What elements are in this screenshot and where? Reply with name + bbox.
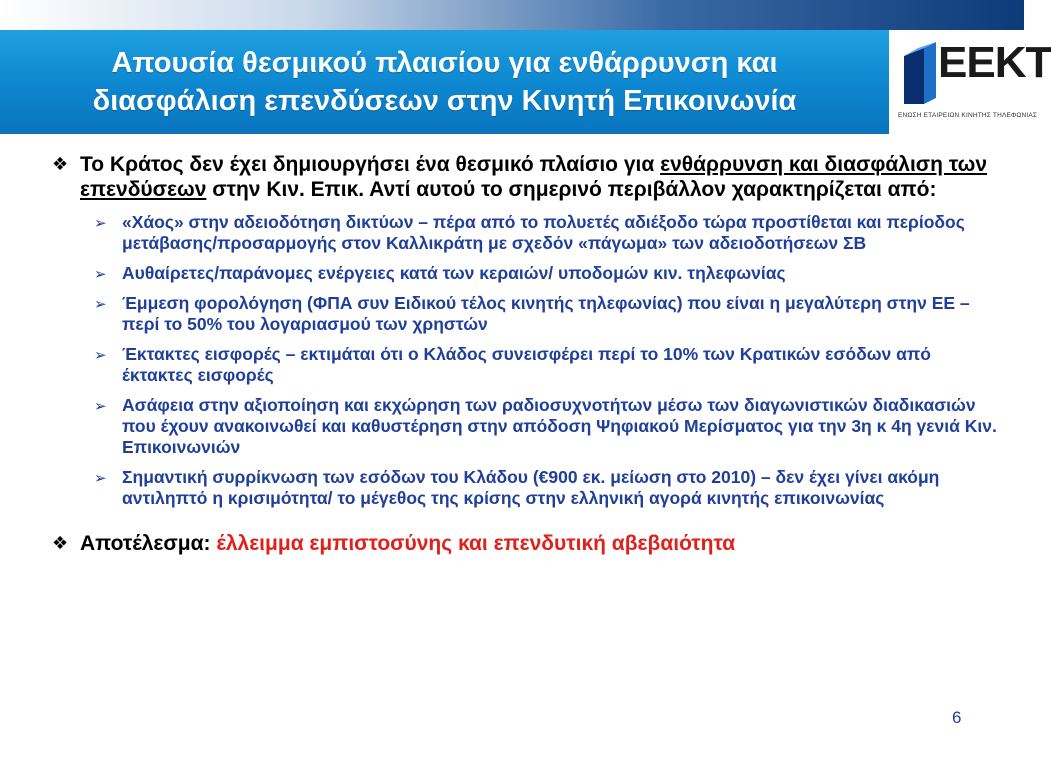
slide-title: Απουσία θεσμικού πλαισίου για ενθάρρυνση και διασφάλιση επενδύσεων στην Κινητή Επικοινωνία (92, 47, 797, 117)
top-gradient-band (0, 0, 1024, 30)
list-item (94, 263, 1002, 284)
list-item-text: Αυθαίρετες/παράνομες ενέργειες κατά των κεραιών/ υποδομών κιν. τηλεφωνίας (122, 263, 786, 283)
bullet1-intro: Το Κράτος δεν έχει δημιουργήσει ένα θεσμικό πλαίσιο για (80, 153, 661, 176)
diamond-bullet-icon: ❖ (52, 154, 69, 174)
arrow-bullet-icon: ➢ (94, 266, 107, 283)
logo-mark-icon (900, 38, 940, 108)
list-item (94, 293, 1002, 335)
result-highlight: έλλειμμα εμπιστοσύνης και επενδυτική αβεβαιότητα (216, 532, 736, 555)
diamond-bullet-icon: ❖ (52, 533, 69, 553)
list-item-text: «Χάος» στην αδειοδότηση δικτύων – πέρα από το πολυετές αδιέξοδο τώρα προστίθεται και περίοδος μετάβασης/προσαρμογής στον Καλλικράτη με σχεδόν «πάγωμα» των αδειοδοτήσεων ΣΒ (122, 212, 965, 253)
list-item (94, 467, 1002, 509)
list-item (94, 344, 1002, 386)
logo-text: ΕΕΚΤ (938, 38, 1051, 87)
list-item-text: Έμμεση φορολόγηση (ΦΠΑ συν Ειδικού τέλος κινητής τηλεφωνίας) που είναι η μεγαλύτερη στην ΕΕ – περί το 50% του λογαριασμού των χρηστών (122, 293, 970, 334)
bullet1-rest: στην Κιν. Επικ. Αντί αυτού το σημερινό περιβάλλον χαρακτηρίζεται από: (206, 178, 937, 201)
arrow-bullet-icon: ➢ (94, 215, 107, 232)
bullet-result (52, 531, 1002, 556)
list-item (94, 212, 1002, 254)
arrow-bullet-icon: ➢ (94, 398, 107, 415)
list-item-text: Ασάφεια στην αξιοποίηση και εκχώρηση των ραδιοσυχνοτήτων μέσω των διαγωνιστικών διαδικασιών που έχουν ανακοινωθεί και καθυστέρηση στην απόδοση Ψηφιακού Μερίσματος για την 3η κ 4η γενιά Κιν. Επικοινωνιών (122, 395, 997, 457)
company-logo (892, 30, 1051, 134)
title-band (0, 30, 892, 134)
list-item-text: Έκτακτες εισφορές – εκτιμάται ότι ο Κλάδος συνεισφέρει περί το 10% των Κρατικών εσόδων από έκτακτες εισφορές (122, 344, 931, 385)
bullet-state-framework (52, 152, 1002, 202)
bullet1-underlined: ενθάρρυνση και διασφάλιση των επενδύσεων (80, 153, 988, 201)
list-item-text: Σημαντική συρρίκνωση των εσόδων του Κλάδου (€900 εκ. μείωση στο 2010) – δεν έχει γίνει ακόμη αντιληπτό η κρισιμότητα/ το μέγεθος της κρίσης στην ελληνική αγορά κινητής επικοινωνίας (122, 467, 940, 508)
result-label: Αποτέλεσμα: (80, 532, 217, 555)
sub-bullet-list (94, 212, 1002, 509)
slide-content (52, 152, 1002, 556)
page-number: 6 (952, 708, 962, 727)
logo-caption: ΕΝΩΣΗ ΕΤΑΙΡΕΙΩΝ ΚΙΝΗΤΗΣ ΤΗΛΕΦΩΝΙΑΣ (898, 112, 1038, 119)
arrow-bullet-icon: ➢ (94, 347, 107, 364)
arrow-bullet-icon: ➢ (94, 296, 107, 313)
arrow-bullet-icon: ➢ (94, 470, 107, 487)
list-item (94, 395, 1002, 458)
